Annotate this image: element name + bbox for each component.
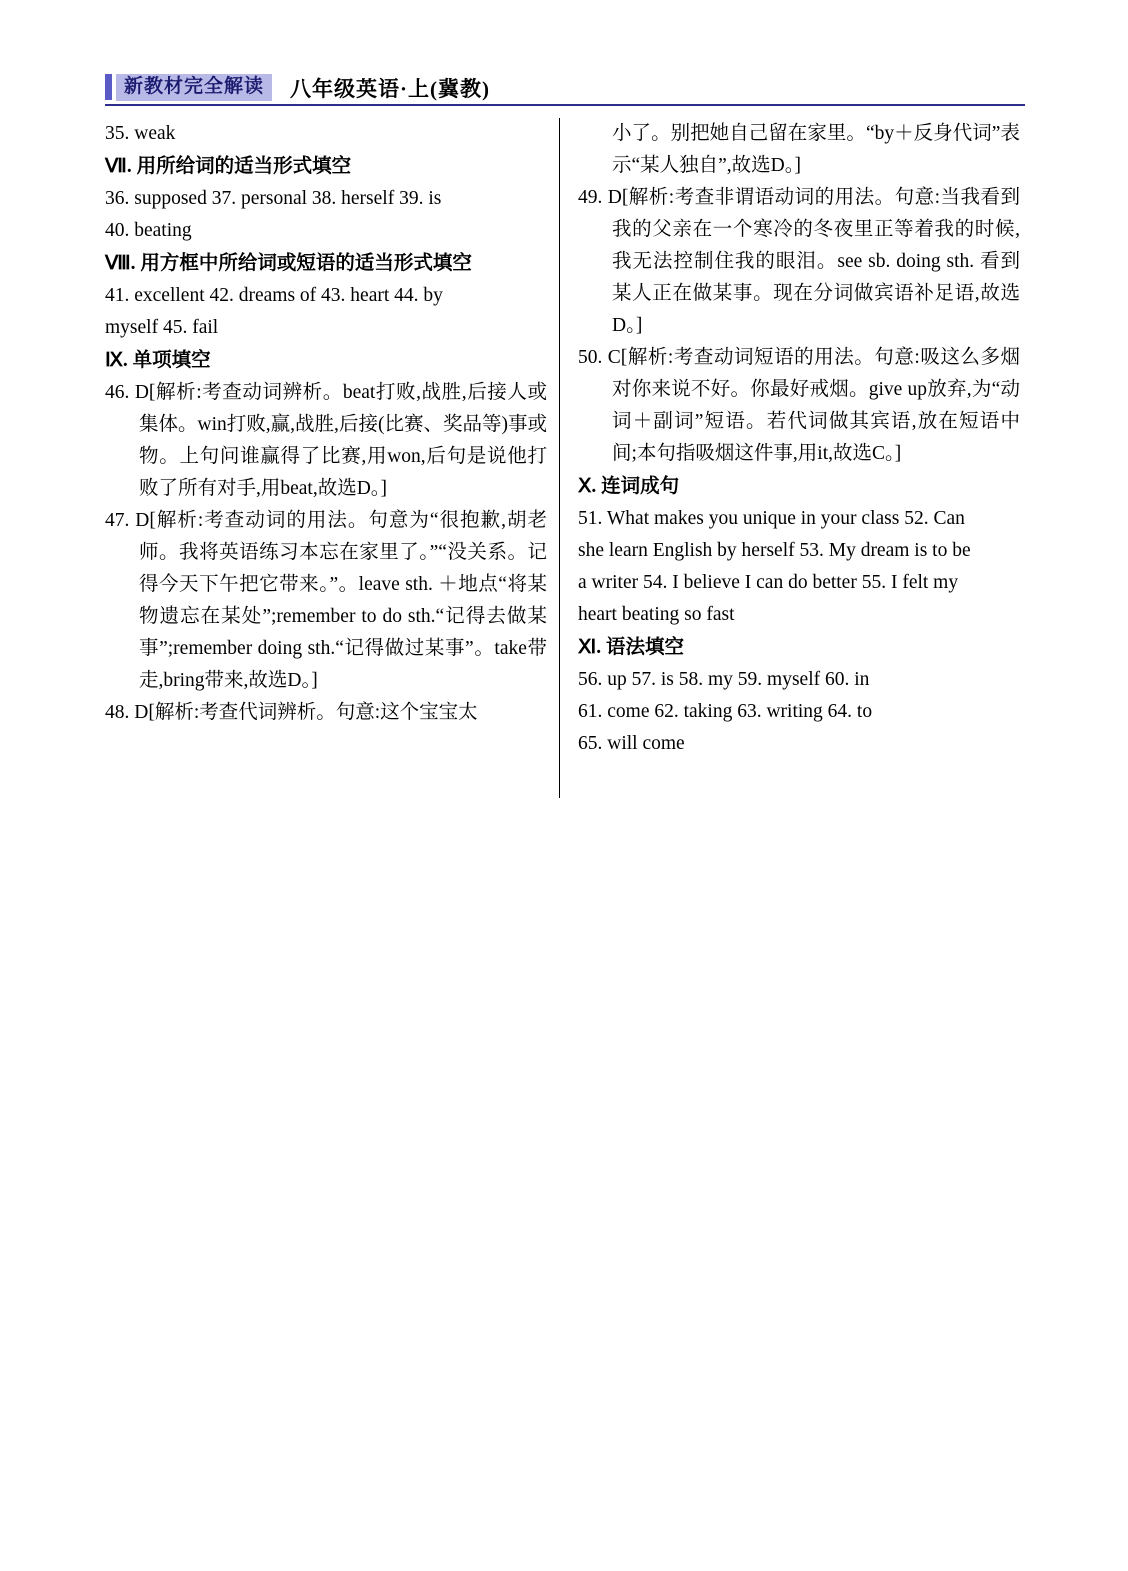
page-title: 八年级英语·上(冀教)	[290, 77, 490, 101]
answer-50: 50. C[解析:考查动词短语的用法。句意:吸这么多烟对你来说不好。你最好戒烟。give up放弃,为“动词＋副词”短语。若代词做其宾语,放在短语中间;本句指吸烟这件事,用it,故选C。]	[578, 347, 1020, 464]
answers-44-45-cont: myself 45. fail	[105, 317, 219, 338]
answers-61-64: 61. come 62. taking 63. writing 64. to	[578, 701, 873, 722]
series-badge	[105, 72, 272, 102]
answer-48: 48. D[解析:考查代词辨析。句意:这个宝宝太	[105, 702, 478, 723]
section-heading-9: Ⅸ. 单项填空	[105, 350, 211, 371]
header-divider	[105, 104, 1025, 106]
section-heading-11: Ⅺ. 语法填空	[578, 637, 684, 658]
page-header	[105, 72, 1025, 108]
answer-49: 49. D[解析:考查非谓语动词的用法。句意:当我看到我的父亲在一个寒冷的冬夜里正等着我的时候,我无法控制住我的眼泪。see sb. doing sth. 看到某人正在做某事。现在分词做宾语补足语,故选D。]	[578, 187, 1020, 336]
answer-35: 35. weak	[105, 123, 176, 144]
answer-46: 46. D[解析:考查动词辨析。beat打败,战胜,后接人或集体。win打败,赢,战胜,后接(比赛、奖品等)事或物。上句问谁赢得了比赛,用won,后句是说他打败了所有对手,用beat,故选D。]	[105, 382, 547, 499]
right-column	[578, 118, 1020, 760]
badge-label: 新教材完全解读	[116, 74, 272, 101]
answers-56-60: 56. up 57. is 58. my 59. myself 60. in	[578, 669, 870, 690]
left-column	[105, 118, 547, 729]
answers-41-44: 41. excellent 42. dreams of 43. heart 44. by	[105, 285, 443, 306]
answers-52-53-cont: she learn English by herself 53. My dream is to be	[578, 540, 971, 561]
section-heading-8: Ⅷ. 用方框中所给词或短语的适当形式填空	[105, 253, 472, 274]
answers-54-55-cont: a writer 54. I believe I can do better 55. I felt my	[578, 572, 959, 593]
answer-65: 65. will come	[578, 733, 685, 754]
column-divider	[559, 118, 560, 798]
badge-accent-bar	[105, 74, 112, 100]
section-heading-10: Ⅹ. 连词成句	[578, 476, 680, 497]
answer-40: 40. beating	[105, 220, 192, 241]
answers-36-39: 36. supposed 37. personal 38. herself 39. is	[105, 188, 442, 209]
answer-47: 47. D[解析:考查动词的用法。句意为“很抱歉,胡老师。我将英语练习本忘在家里了。”“没关系。记得今天下午把它带来。”。leave sth. ＋地点“将某物遗忘在某处”;remember to do sth.“记得去做某事”;remember doing sth.“记得做过某事”。take带走,bring带来,故选D。]	[105, 510, 547, 691]
answers-51-52: 51. What makes you unique in your class 52. Can	[578, 508, 965, 529]
answer-48-cont: 小了。别把她自己留在家里。“by＋反身代词”表示“某人独自”,故选D。]	[612, 123, 1020, 176]
section-heading-7: Ⅶ. 用所给词的适当形式填空	[105, 156, 352, 177]
answer-55-cont2: heart beating so fast	[578, 604, 735, 625]
